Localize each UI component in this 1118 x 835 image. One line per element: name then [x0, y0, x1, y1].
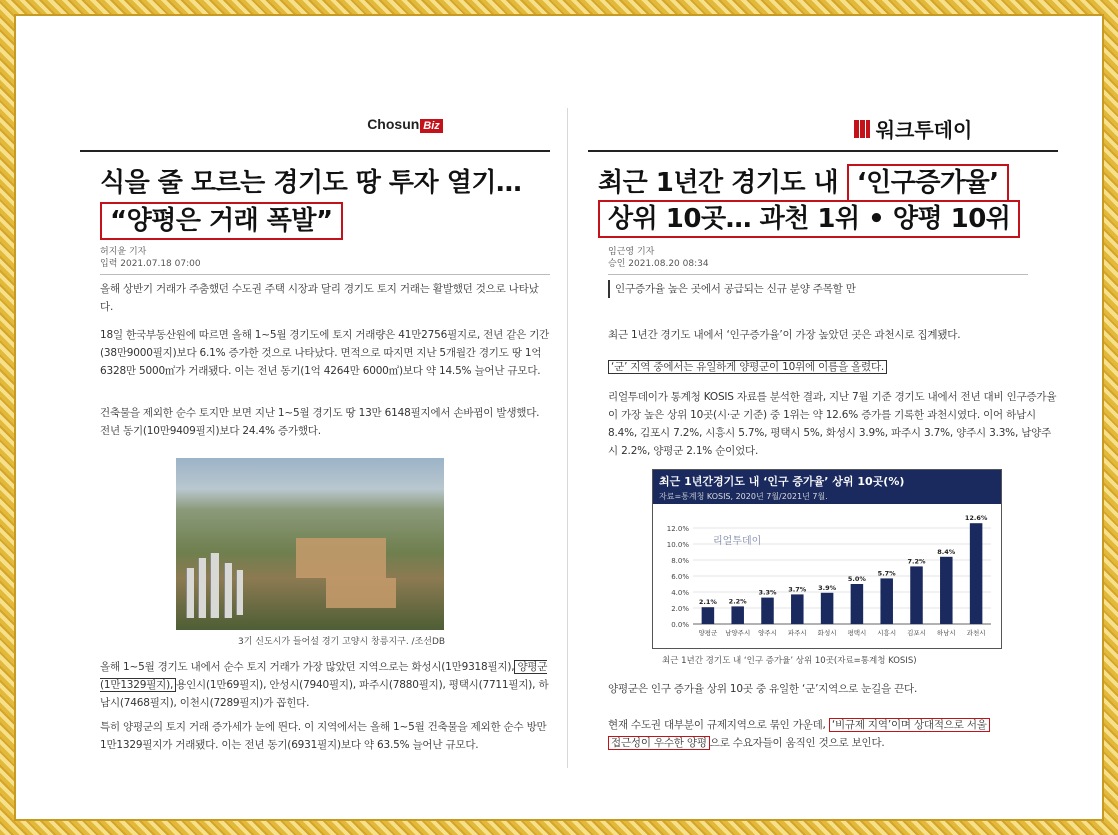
bar	[880, 578, 893, 624]
bar	[970, 523, 983, 624]
yangpyeong-highlight: 양평군(1만1329필지),	[100, 661, 548, 691]
worktoday-mark-icon	[854, 120, 870, 138]
bar	[791, 594, 804, 624]
bar-value-label: 3.7%	[788, 585, 807, 594]
x-tick-label: 과천시	[966, 629, 986, 637]
paragraph-1: 최근 1년간 경기도 내에서 ‘인구증가율’이 가장 높았던 곳은 과천시로 집계됐다.	[608, 329, 961, 341]
bar-value-label: 5.0%	[847, 575, 866, 583]
bar-value-label: 2.1%	[698, 598, 717, 607]
headline-rule	[588, 150, 1058, 152]
byline-rule	[608, 274, 1028, 275]
reporter-name: 허지윤 기자	[100, 247, 147, 257]
logo-badge: Biz	[420, 119, 443, 133]
x-tick-label: 하남시	[936, 629, 956, 637]
bar-value-label: 8.4%	[937, 547, 956, 556]
headline-line-1: 식을 줄 모르는 경기도 땅 투자 열기…	[100, 168, 522, 198]
headline-line-1: 최근 1년간 경기도 내 ‘인구증가율’	[598, 162, 1009, 199]
x-tick-label: 파주시	[787, 629, 807, 637]
worktoday-logo	[854, 114, 973, 143]
headline-line-2-highlight: “양평은 거래 폭발”	[100, 202, 343, 240]
bar	[821, 593, 834, 624]
chart-watermark: 리얼투데이	[713, 536, 762, 547]
x-tick-label: 김포시	[907, 629, 926, 637]
bar	[940, 557, 953, 624]
aerial-photo	[176, 458, 444, 630]
gun-region-highlight: ‘군’ 지역 중에서는 유일하게 양평군이 10위에 이름을 올렸다.	[608, 360, 887, 374]
publish-date: 입력 2021.07.18 07:00	[100, 259, 201, 269]
paragraph-1: 올해 상반기 거래가 주춤했던 수도권 주택 시장과 달리 경기도 토지 거래는 활발했던 것으로 나타났다.	[100, 283, 539, 313]
byline	[100, 246, 201, 270]
paragraph-4: 양평군은 인구 증가율 상위 10곳 중 유일한 ‘군’지역으로 눈길을 끈다.	[608, 683, 918, 695]
paragraph-2: 18일 한국부동산원에 따르면 올해 1~5월 경기도에 토지 거래량은 41만2756필지로, 전년 같은 기간(38만9000필지)보다 6.1% 증가한 것으로 나타났다. 면적으로 따지면 지난 5개월간 경기도 땅 1억 6328만 5000㎡가 거래됐다. 이는 전년 동기(1억 4264만 6000㎡)보다 약 14.5% 늘어난 규모다.	[100, 329, 550, 377]
x-tick-label: 화성시	[817, 629, 837, 637]
x-tick-label: 남양주시	[725, 629, 751, 637]
x-tick-label: 평택시	[847, 629, 867, 637]
bar-value-label: 7.2%	[907, 557, 926, 566]
access-highlight: 접근성이 우수한 양평	[608, 736, 710, 750]
chart-header	[653, 470, 1001, 504]
bar	[702, 607, 715, 624]
paragraph-3: 리얼투데이가 통계청 KOSIS 자료를 분석한 결과, 지난 7월 기준 경기도 내에서 전년 대비 인구증가율이 가장 높은 상위 10곳(시·군 기준) 중 1위는 약 12.6% 증가를 기록한 과천시였다. 이어 하남시 8.4%, 김포시 7.2%, 시흥시 5.7%, 평택시 5%, 화성시 3.9%, 파주시 3.7%, 양주시 3.3%, 남양주시 2.2%, 양평군 2.1% 순이었다.	[608, 391, 1057, 457]
chart-plot	[653, 504, 1001, 648]
y-tick-label: 4.0%	[671, 589, 689, 597]
paragraph-5: 특히 양평군의 토지 거래 증가세가 눈에 띈다. 이 지역에서는 올해 1~5월 건축물을 제외한 순수 방만 1만1329필지가 거래됐다. 이는 전년 동기(6931필지)보다 약 63.5% 늘어난 규모다.	[100, 721, 547, 751]
bar	[731, 606, 744, 624]
bar	[910, 566, 923, 624]
headline-line-2-highlight: 상위 10곳… 과천 1위 • 양평 10위	[598, 200, 1020, 238]
column-divider	[567, 108, 568, 768]
chosunbiz-logo	[80, 114, 550, 140]
chart-caption: 최근 1년간 경기도 내 ‘인구 증가율’ 상위 10곳(자료=통계청 KOSIS)	[662, 656, 917, 666]
y-tick-label: 0.0%	[671, 621, 689, 629]
growth-chart	[652, 469, 1002, 649]
headline-rule	[80, 150, 550, 152]
paragraph-4: 올해 1~5월 경기도 내에서 순수 토지 거래가 가장 많았던 지역으로는 화성시(1만9318필지), 양평군(1만1329필지), 용인시(1만69필지), 안성시(7940필지), 파주시(7880필지), 평택시(7711필지), 하남시(7468필지), 이천시(7289필지)가 꼽힌다.	[100, 661, 549, 709]
bar-value-label: 3.9%	[818, 583, 837, 592]
bar-value-label: 12.6%	[964, 514, 988, 523]
page-area	[14, 14, 1104, 821]
y-tick-label: 8.0%	[671, 557, 689, 565]
logo-text: 워크투데이	[875, 118, 973, 142]
x-tick-label: 시흥시	[877, 629, 897, 637]
logo-text: Chosun	[367, 116, 420, 132]
y-tick-label: 10.0%	[666, 541, 689, 549]
y-tick-label: 2.0%	[671, 605, 689, 613]
chart-title: 최근 1년간경기도 내 ‘인구 증가율’ 상위 10곳(%)	[659, 475, 905, 488]
chart-subtitle: 자료=통계청 KOSIS, 2020년 7월/2021년 7월.	[659, 492, 828, 501]
reporter-name: 임근영 기자	[608, 247, 655, 257]
x-tick-label: 양평군	[698, 629, 718, 637]
photo-caption: 3기 신도시가 들어설 경기 고양시 창릉지구. /조선DB	[238, 637, 446, 647]
summary-line: 인구증가율 높은 곳에서 공급되는 신규 분양 주목할 만	[608, 280, 1028, 298]
paragraph-5: 현재 수도권 대부분이 규제지역으로 묶인 가운데, ‘비규제 지역’이며 상대적으로 서울 접근성이 우수한 양평 으로 수요자들이 움직인 것으로 보인다.	[608, 716, 1058, 752]
byline-rule	[100, 274, 550, 275]
bar-value-label: 2.2%	[728, 597, 747, 606]
headline-highlight: ‘인구증가율’	[847, 164, 1009, 202]
publish-date: 승인 2021.08.20 08:34	[608, 259, 709, 269]
byline	[608, 246, 709, 270]
paragraph-3: 건축물을 제외한 순수 토지만 보면 지난 1~5월 경기도 땅 13만 6148필지에서 손바뀜이 발생했다. 전년 동기(10만9409필지)보다 24.4% 증가했다.	[100, 407, 540, 437]
x-tick-label: 양주시	[758, 629, 777, 637]
bar	[761, 598, 774, 624]
non-regulated-highlight: ‘비규제 지역’이며 상대적으로 서울	[829, 718, 990, 732]
bar	[851, 584, 864, 624]
y-tick-label: 6.0%	[671, 573, 689, 581]
y-tick-label: 12.0%	[666, 525, 689, 533]
bar-value-label: 3.3%	[758, 588, 777, 597]
bar-value-label: 5.7%	[877, 569, 896, 578]
